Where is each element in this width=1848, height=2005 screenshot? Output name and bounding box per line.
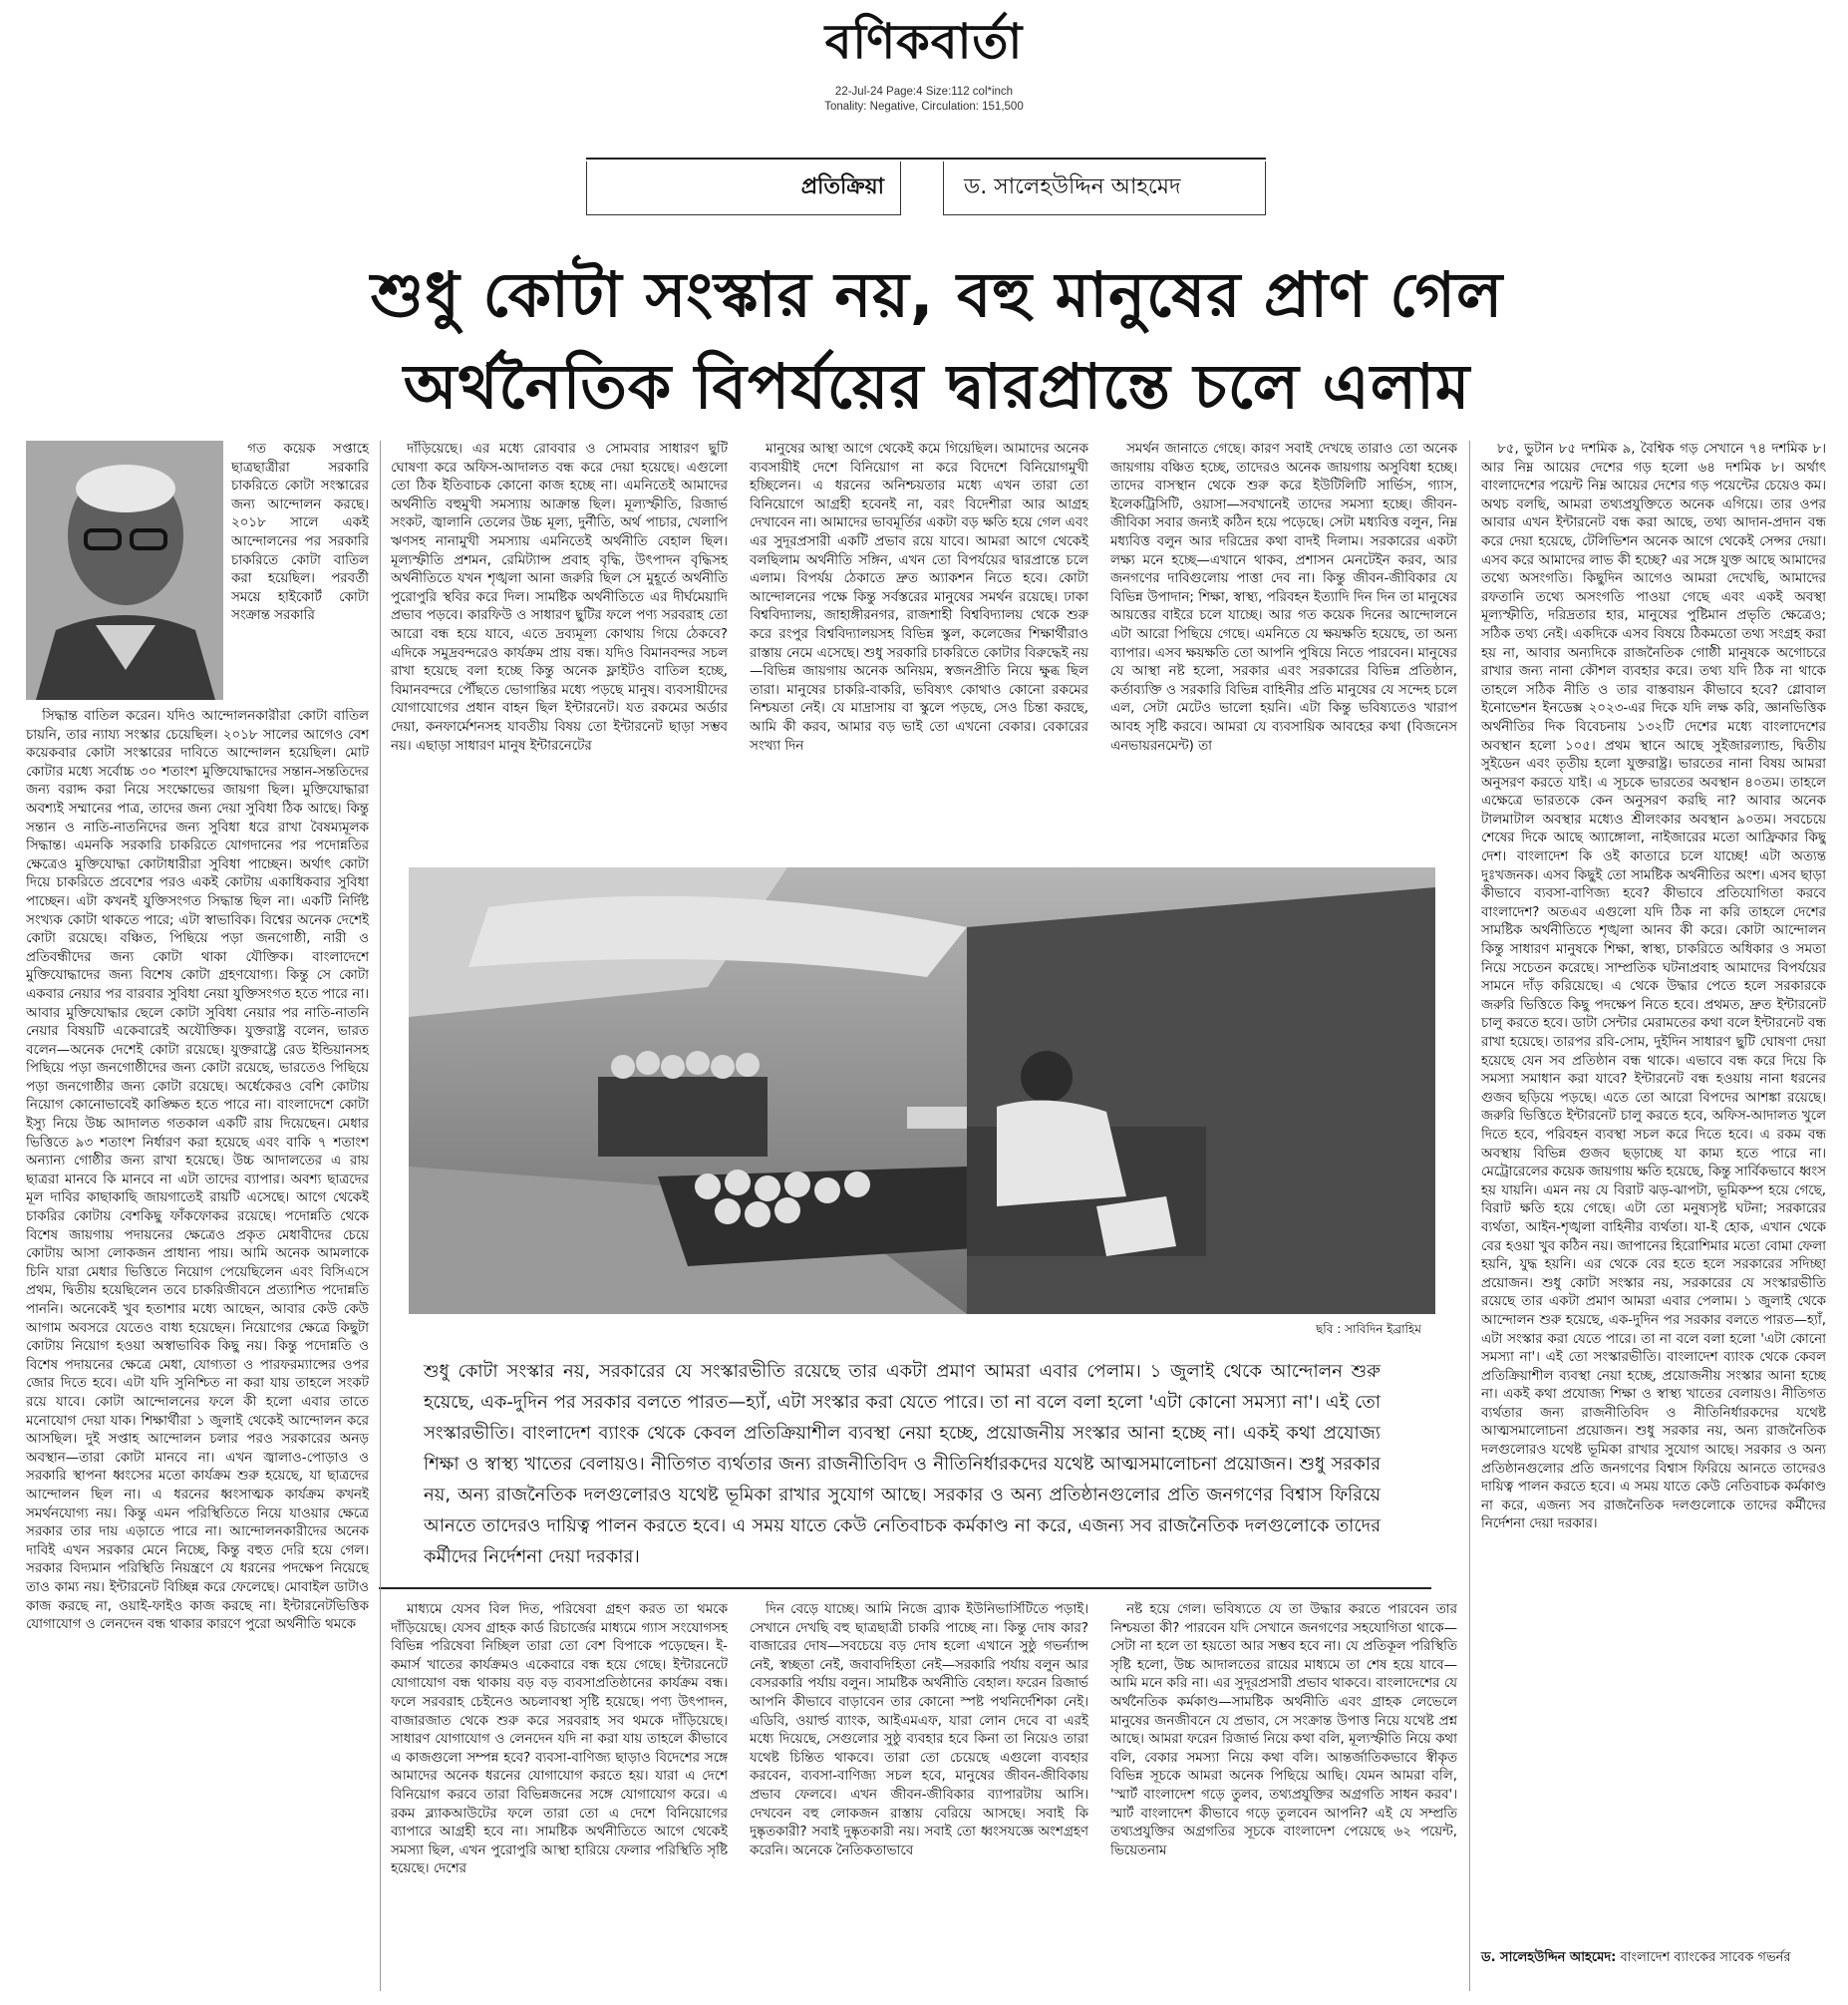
pull-quote-rule — [379, 1587, 1431, 1589]
author-bio — [1481, 1949, 1826, 1967]
column-1-intro — [231, 441, 369, 705]
pull-quote: শুধু কোটা সংস্কার নয়, সরকারের যে সংস্কারভীতি রয়েছে তার একটা প্রমাণ আমরা এবার পেলাম। ১ জুলাই থেকে আন্দোলন শুরু হয়েছে, এক-দুদিন পর সরকার বলতে পারত—হ্যাঁ, এটা সংস্কার করা যেতে পারে। তা না বলে বলা হলো 'এটা কোনো সমস্যা না'। এই তো সংস্কারভীতি। বাংলাদেশ ব্যাংক থেকে কেবল প্রতিক্রিয়াশীল ব্যবস্থা নেয়া হচ্ছে, প্রয়োজনীয় সংস্কার আনা হচ্ছে না। একই কথা প্রযোজ্য শিক্ষা ও স্বাস্থ্য খাতের বেলায়ও। নীতিগত ব্যর্থতার জন্য রাজনীতিবিদ ও নীতিনির্ধারকদের যথেষ্ট আত্মসমালোচনা প্রয়োজন। শুধু সরকার নয়, অন্য রাজনৈতিক দলগুলোরও যথেষ্ট ভূমিকা রাখার সুযোগ আছে। সরকার ও অন্য প্রতিষ্ঠানগুলোর প্রতি জনগণের বিশ্বাস ফিরিয়ে আনতে তাদেরও দায়িত্ব পালন করতে হবে। এ সময় যাতে কেউ নেতিবাচক কর্মকাণ্ড না করে, এজন্য সব রাজনৈতিক দলগুলোকে তাদের কর্মীদের নির্দেশনা দেয়া দরকার। — [424, 1361, 1381, 1567]
column-1-body — [26, 708, 369, 1989]
column-1-intro-text: গত কয়েক সপ্তাহে ছাত্রছাত্রীরা সরকারি চাকরিতে কোটা সংস্কারের জন্য আন্দোলন করছে। ২০১৮ সালে একই আন্দোলনের পর সরকারি চাকরিতে কোটা বাতিল করা হয়েছিল। পরবর্তী সময়ে হাইকোর্ট কোটা সংক্রান্ত সরকারি — [231, 442, 369, 624]
clipping-meta-line2: Tonality: Negative, Circulation: 151,500 — [824, 101, 1024, 113]
headline-line1: শুধু কোটা সংস্কার নয়, বহু মানুষের প্রাণ গেল — [370, 258, 1504, 331]
newspaper-logo: বণিকবার্তা — [824, 14, 1024, 70]
column-3-bottom — [750, 1601, 1088, 1995]
column-3-bottom-text: দিন বেড়ে যাচ্ছে। আমি নিজে ব্র্যাক ইউনিভার্সিটিতে পড়াই। সেখানে দেখছি বহু ছাত্রছাত্রী চাকরি পাচ্ছে না। কিন্তু দোষ কার? বাজারের দোষ—সবচেয়ে বড় দোষ হলো এখানে সুষ্ঠু গভর্ন্যান্স নেই, স্বচ্ছতা নেই, জবাবদিহিতা নেই—সরকারি পর্যায় বলুন আর বেসরকারি পর্যায় বলুন। সামষ্টিক অর্থনীতি বেহাল। ফরেন রিজার্ভ আপনি কীভাবে বাড়াবেন তার কোনো স্পষ্ট পথনির্দেশিকা নেই। এডিবি, ওয়ার্ল্ড ব্যাংক, আইএমএফ, যারা লোন দেবে বা এরই মধ্যে দিয়েছে, সেগুলোর সুষ্ঠু ব্যবহার হবে কিনা তা নিয়েও তারা যথেষ্ট চিন্তিত থাকবে। তারা তো চেয়েছে এগুলো ব্যবহার করবেন, ব্যবসা-বাণিজ্য সচল হবে, মানুষের জীবন-জীবিকায় প্রভাব ফেলবে। এখন জীবন-জীবিকার ব্যাপারটায় আসি। দেখবেন বহু লোকজন রাস্তায় বেরিয়ে আসছে। সবাই কি দুষ্কৃতকারী? সবাই দুষ্কৃতকারী নয়। সবাই তো ধ্বংসযজ্ঞে অংশগ্রহণ করেনি। অনেকে নৈতিকতাভাবে — [750, 1602, 1088, 1858]
column-1-body-text: সিদ্ধান্ত বাতিল করেন। যদিও আন্দোলনকারীরা কোটা বাতিল চায়নি, তার ন্যায্য সংস্কার চেয়েছিল। ২০১৮ সালের আগেও বেশ কয়েকবার কোটা সংস্কারের দাবিতে আন্দোলন হয়েছিল। মোট কোটার মধ্যে সর্বোচ্চ ৩০ শতাংশ মুক্তিযোদ্ধাদের সন্তান-সন্ততিদের জন্য বরাদ্দ করা নিয়ে সংক্ষোভের জায়গা ছিল। মুক্তিযোদ্ধারা অবশ্যই সম্মানের পাত্র, তাদের জন্য দেয়া সুবিধা ঠিক আছে। কিন্তু সন্তান ও নাতি-নাতনিদের জন্য সুবিধা ধরে রাখা বৈষম্যমূলক সিদ্ধান্ত। এমনকি সরকারি চাকরিতে যোগদানের পর পদোন্নতির ক্ষেত্রেও মুক্তিযোদ্ধা কোটাধারীরা সুবিধা পাচ্ছেন। অর্থাৎ কোটা দিয়ে চাকরিতে প্রবেশের পরও একই কোটায় একাধিকবার সুবিধা পাচ্ছেন। এটা কখনই যুক্তিসংগত সিদ্ধান্ত ছিল না। একটি নির্দিষ্ট সংখ্যক কোটা থাকতে পারে; এটা স্বাভাবিক। বিশ্বের অনেক দেশেই কোটা রয়েছে। বঞ্চিত, পিছিয়ে পড়া জনগোষ্ঠী, নারী ও প্রতিবন্ধীদের জন্য কোটা থাকা যৌক্তিক। বাংলাদেশে মুক্তিযোদ্ধাদের জন্য বিশেষ কোটা গ্রহণযোগ্য। কিন্তু সে কোটা একবার নেয়ার পর বারবার সুবিধা নেয়া যুক্তিসংগত হতে পারে না। আবার মুক্তিযোদ্ধার ছেলে কোটা সুবিধা নেয়ার পর নাতি-নাতনি নেয়ার বিষয়টি একেবারেই অযৌক্তিক। যুক্তরাষ্ট্র বলেন, ভারত বলেন—অনেক দেশেই কোটা রয়েছে। যুক্তরাষ্ট্রে রেড ইন্ডিয়ানসহ পিছিয়ে পড়া জনগোষ্ঠীদের জন্য কোটা রয়েছে, ভারতেও পিছিয়ে পড়া জনগোষ্ঠীর জন্য কোটা রয়েছে। অর্ধেকেরও বেশি কোটায় নিয়োগ কোনোভাবেই কাঙ্ক্ষিত হতে পারে না। বাংলাদেশে কোটা ইস্যু নিয়ে উচ্চ আদালত গতকাল একটি রায় দিয়েছেন। মেধার ভিত্তিতে ৯৩ শতাংশ নির্ধারণ করা হয়েছে এবং বাকি ৭ শতাংশ অন্যান্য গোষ্ঠীর জন্য রাখা হয়েছে। উচ্চ আদালতের এ রায় ছাত্ররা মানবে কি মানবে না এটা তাদের ব্যাপার। অবশ্য ছাত্রদের মূল দাবির কাছাকাছি জায়গাতেই রায়টি এসেছে। আগে থেকেই চাকরির কোটায় বেশকিছু ফাঁকফোকর রয়েছে। পদোন্নতি থেকে বিশেষ জায়গায় পদায়নের ক্ষেত্রেও প্রকৃত মেধাবীদের চেয়ে কোটায় আসা লোকজন প্রাধান্য পায়। আমি অনেক আমলাকে চিনি যারা মেধার ভিত্তিতে নিয়োগ পেয়েছিলেন এবং বিসিএসে প্রথম, দ্বিতীয় হয়েছিলেন তবে চাকরিজীবনে প্রত্যাশিত পদোন্নতি পাননি। অনেকেই খুব হতাশার মধ্যে আছেন, আবার কেউ কেউ আগাম অবসরে যেতেও বাধ্য হয়েছেন। নিয়োগের ক্ষেত্রে কিছুটা কোটায় নিয়োগ হওয়া অস্বাভাবিক কিছু নয়। কিন্তু পদোন্নতি ও বিশেষ পদায়নের ক্ষেত্রে মেধা, যোগ্যতা ও পারফরম্যান্সের ওপর জোর দিতে হবে। এটা যদি সুনিশ্চিত না করা যায় তাহলে সংকট রয়ে যাবে। কোটা আন্দোলনের ফলে কী হলো এবার তাতে মনোযোগ দেয়া যাক। শিক্ষার্থীরা ১ জুলাই থেকেই আন্দোলন করে আসছিল। দুই সপ্তাহ আন্দোলন চলার পরও সরকারের অনড় অবস্থান—তারা কোটা মানবে না। এখন জ্বালাও-পোড়াও ও সরকারি স্থাপনা ধ্বংসের মতো কার্যক্রম শুরু হয়েছে, যা ছাত্রদের আন্দোলন ছিল না। এ ধরনের ধ্বংসাত্মক কার্যক্রম কখনই সমর্থনযোগ্য নয়। কিন্তু এমন পরিস্থিতিতে নিয়ে যাওয়ার ক্ষেত্রে সরকার তার দায় এড়াতে পারে না। আন্দোলনকারীদের অনেক দাবিই এখন সরকার মেনে নিচ্ছে, কিন্তু বহুত দেরি হয়ে গেল। সরকার বিদ্যমান পরিস্থিতি নিয়ন্ত্রণে যে ধরনের পদক্ষেপ নিয়েছে তাও কাম্য নয়। ইন্টারনেট বিচ্ছিন্ন করে ফেলেছে। মোবাইল ডাটাও কাজ করছে না, ওয়াই-ফাইও কাজ করছে না। ইন্টারনেটভিত্তিক যোগাযোগ ও লেনদেন বন্ধ থাকার কারণে পুরো অর্থনীতি থমকে — [26, 709, 369, 1633]
column-rule — [380, 441, 381, 1991]
headline-line2: অর্থনৈতিক বিপর্যয়ের দ্বারপ্রান্তে চলে এলাম — [403, 350, 1471, 423]
column-2-top — [391, 441, 728, 849]
column-4-top-text: সমর্থন জানাতে গেছে। কারণ সবাই দেখছে তারাও তো অনেক জায়গায় বঞ্চিত হচ্ছে, তাদেরও অনেক জায়গায় অসুবিধা হচ্ছে। তাদের বাসস্থান থেকে শুরু করে ইউটিলিটি সার্ভিস, গ্যাস, ইলেকট্রিসিটি, ওয়াসা—সবখানেই তাদের সমস্যা হচ্ছে। জীবন-জীবিকা সবার জন্যই কঠিন হয়ে পড়েছে। সেটা মধ্যবিত্ত বলুন, নিম্ন মধ্যবিত্ত বলুন আর দরিদ্রের কথা বাদই দিলাম। সরকারের একটা লক্ষ্য মনে হচ্ছে—এখানে থাকব, প্রশাসন মেনটেইন করব, আর জনগণের দাবিগুলোয় পাত্তা দেব না। কিন্তু জীবন-জীবিকার যে বিভিন্ন উপাদান; শিক্ষা, স্বাস্থ্য, পরিবহন ইত্যাদি দিন দিন তা মানুষের আয়ত্তের বাইরে চলে যাচ্ছে। আর গত কয়েক দিনের আন্দোলনে এটা আরো পিছিয়ে গেছে। এমনিতে যে ক্ষয়ক্ষতি হয়েছে, তা অন্য ব্যাপার। এসব ক্ষয়ক্ষতি তো আপনি পুষিয়ে নিতে পারবেন। মানুষের যে আস্থা নষ্ট হলো, সরকার এবং সরকারের বিভিন্ন প্রতিষ্ঠান, কর্তাব্যক্তি ও সরকারি বিভিন্ন বাহিনীর প্রতি মানুষের যে সন্দেহ চলে এল, সেটা মেটেও ভালো হয়নি। এটা কিন্তু ভবিষ্যতেও খারাপ আবহ সৃষ্টি করবে। আমরা যে ব্যবসায়িক আবহের কথা (বিজনেস এনভায়রনমেন্ট) তা — [1110, 442, 1457, 754]
column-5-text: ৮৫, ভুটান ৮৫ দশমিক ৯, বৈশ্বিক গড় সেখানে ৭৪ দশমিক ৮। আর নিম্ন আয়ের দেশের গড় হলো ৬৪ দশমিক ৮। অর্থাৎ বাংলাদেশের পয়েন্ট নিম্ন আয়ের দেশের গড় পয়েন্টের চেয়েও কম। অথচ বলছি, আমরা তথ্যপ্রযুক্তিতে অনেক এগিয়ে। তার ওপর আবার এখন ইন্টারনেট বন্ধ করা আছে, তথ্য আদান-প্রদান বন্ধ করে দেয়া হয়েছে, টেলিভিশন অনেক আগে থেকেই সেন্সর দেয়া। এসব করে আমাদের লাভ কী হচ্ছে? এর সঙ্গে যুক্ত আছে আমাদের তথ্যে অসংগতি। কিছুদিন আগেও আমরা দেখেছি, আমাদের রফতানি তথ্যে অসংগতি পাওয়া গেছে এবং একই অবস্থা মূল্যস্ফীতি, দরিদ্রতার হার, মানুষের পুষ্টিমান প্রভৃতি ক্ষেত্রেও; সঠিক তথ্য নেই। একদিকে এসব বিষয়ে ঠিকমতো তথ্য সংগ্রহ করা হয় না, আবার অন্যদিকে রাজনৈতিক গোষ্ঠী মানুষকে অগোচরে রাখার জন্য নানা কৌশল ব্যবহার করে। তথ্য যদি ঠিক না থাকে তাহলে সঠিক নীতি ও তার বাস্তবায়ন কীভাবে হবে? গ্লোবাল ইনোভেশন ইনডেক্স ২০২৩-এর দিকে যদি লক্ষ করি, জ্ঞানভিত্তিক অর্থনীতির দিক বিবেচনায় ১৩২টি দেশের মধ্যে বাংলাদেশের অবস্থান হলো ১০৫। প্রথম স্থানে আছে সুইজারল্যান্ড, দ্বিতীয় সুইডেন এবং তৃতীয় হলো যুক্তরাষ্ট্র। ভারতের নানা বিষয় আমরা অনুসরণ করতে যাই। এ সূচকে ভারতের অবস্থান ৪০তম। তাহলে এক্ষেত্রে ভারতকে কেন অনুসরণ করছি না? আবার অনেক টালমাটাল অবস্থার মধ্যেও শ্রীলংকার অবস্থান ৯০তম। সবচেয়ে শেষের দিকে আছে অ্যাঙ্গোলা, নাইজারের মতো আফ্রিকার কিছু দেশ। বাংলাদেশ কি ওই কাতারে চলে যাচ্ছে! এটা অত্যন্ত দুঃখজনক। এসব কিছুই তো সামষ্টিক অর্থনীতির অংশ। এসব ছাড়া কীভাবে ব্যবসা-বাণিজ্য হবে? কীভাবে প্রতিযোগিতা করবে বাংলাদেশ? অতএব এগুলো যদি ঠিক না করি তাহলে দেশের সামষ্টিক অর্থনীতিতে শৃঙ্খলা আনব কী করে। কোটা আন্দোলন কিন্তু সাধারণ মানুষকে শিক্ষা, স্বাস্থ্য, চাকরিতে অধিকার ও সমতা নিয়ে সচেতন করেছে। সাম্প্রতিক ঘটনাপ্রবাহ আমাদের বিপর্যয়ের সামনে দাঁড় করিয়েছে। এ থেকে উদ্ধার পেতে হলে সরকারকে জরুরি ভিত্তিতে কিছু পদক্ষেপ নিতে হবে। প্রথমত, দ্রুত ইন্টারনেট চালু করতে হবে। ডাটা সেন্টার মেরামতের কথা বলে ইন্টারনেট বন্ধ রাখা হয়েছে। তারপর রবি-সোম, দুইদিন সাধারণ ছুটি ঘোষণা দেয়া হয়েছে যেন সব প্রতিষ্ঠান বন্ধ থাকে। এভাবে বন্ধ করে দিয়ে কি সমস্যা সমাধান করা যাবে? ইন্টারনেট বন্ধ হওয়ায় নানা ধরনের গুজব ছড়িয়ে পড়ছে। এতে তো আরো বিপদের আশঙ্কা রয়েছে। জরুরি ভিত্তিতে ইন্টারনেট চালু করতে হবে, অফিস-আদালত খুলে দিতে হবে, পরিবহন ব্যবস্থা সচল করে দিতে হবে। এ রকম বন্ধ অবস্থায় বিভিন্ন গুজব ছড়াচ্ছে যা কাম্য হতে পারে না। মেট্রোরেলের কয়েক জায়গায় ক্ষতি হয়েছে, কিন্তু সার্বিকভাবে ধ্বংস হয় যায়নি। এমন নয় যে বিরাট ঝড়-ঝাপটা, ভূমিকম্প হয়ে গেছে, বিরাট ক্ষতি হয়ে গেছে। এটা তো মনুষ্যসৃষ্ট ঘটনা; সরকারের ব্যর্থতা, আইন-শৃঙ্খলা বাহিনীর ব্যর্থতা। যা-ই হোক, এখান থেকে বের হওয়া খুব কঠিন নয়। জাপানের হিরোশিমার মতো বোমা ফেলা হয়নি, যুদ্ধ হয়নি। এর থেকে বের হতে হলে সরকারের সদিচ্ছা প্রয়োজন। শুধু কোটা সংস্কার নয়, সরকারের যে সংস্কারভীতি রয়েছে তার একটা প্রমাণ আমরা এবার পেলাম। ১ জুলাই থেকে আন্দোলন শুরু হয়েছে, এক-দুদিন পর সরকার বলতে পারত—হ্যাঁ, এটা সংস্কার করা যেতে পারে। তা না বলে বলা হলো 'এটা কোনো সমস্যা না'। এই তো সংস্কারভীতি। বাংলাদেশ ব্যাংক থেকে কেবল প্রতিক্রিয়াশীল ব্যবস্থা নেয়া হচ্ছে, প্রয়োজনীয় সংস্কার আনা হচ্ছে না। একই কথা প্রযোজ্য শিক্ষা ও স্বাস্থ্য খাতের বেলায়ও। নীতিগত ব্যর্থতার জন্য রাজনীতিবিদ ও নীতিনির্ধারকদের যথেষ্ট আত্মসমালোচনা প্রয়োজন। শুধু সরকার নয়, অন্য রাজনৈতিক দলগুলোরও যথেষ্ট ভূমিকা রাখার সুযোগ আছে। সরকার ও অন্য প্রতিষ্ঠানগুলোর প্রতি জনগণের বিশ্বাস ফিরিয়ে আনতে তাদেরও দায়িত্ব পালন করতে হবে। এ সময় যাতে কেউ নেতিবাচক কর্মকাণ্ড না করে, এজন্য সব রাজনৈতিক দলগুলোকে তাদের কর্মীদের নির্দেশনা দেয়া দরকার। — [1481, 442, 1826, 1532]
column-3-top — [750, 441, 1088, 849]
column-2-bottom-text: মাধ্যমে যেসব বিল দিত, পরিষেবা গ্রহণ করত তা থমকে দাঁড়িয়েছে। যেসব গ্রাহক কার্ড রিচার্জের মাধ্যমে গ্যাস সংযোগসহ বিভিন্ন পরিষেবা নিচ্ছিল তারা তো বেশ বিপাকে পড়েছেন। ই-কমার্স খাতের কার্যক্রমও একেবারে বন্ধ হয়ে গেছে। ইন্টারনেটে যোগাযোগ বন্ধ থাকায় বড় বড় ব্যবসাপ্রতিষ্ঠানের কার্যক্রম বন্ধ। ফলে সরবরাহ চেইনেও অচলাবস্থা সৃষ্টি হয়েছে। পণ্য উৎপাদন, বাজারজাত থেকে শুরু করে সরবরাহ সব থমকে দাঁড়িয়েছে। সাধারণ যোগাযোগ ও লেনদেন যদি না করা যায় তাহলে কীভাবে এ কাজগুলো সম্পন্ন হবে? ব্যবসা-বাণিজ্য ছাড়াও বিদেশের সঙ্গে আমাদের অনেক ধরনের যোগাযোগ করতে হয়। যারা এ দেশে বিনিয়োগ করবে তারা বিভিন্নজনের সঙ্গে যোগাযোগ করে। এ রকম ব্ল্যাকআউটের ফলে তারা তো এ দেশে বিনিয়োগের ব্যাপারে আগ্রহী হবে না। সামষ্টিক অর্থনীতিতে আগে থেকেই সমস্যা ছিল, এখন পুরোপুরি আস্থা হারিয়ে ফেলার পরিস্থিতি সৃষ্টি হয়েছে। দেশের — [391, 1602, 728, 1877]
author-bio-text: বাংলাদেশ ব্যাংকের সাবেক গভর্নর — [1620, 1950, 1791, 1965]
column-3-top-text: মানুষের আস্থা আগে থেকেই কমে গিয়েছিল। আমাদের অনেক ব্যবসায়ীই দেশে বিনিয়োগ না করে বিদেশে বিনিয়োগমুখী হচ্ছিলেন। এ ধরনের অনিশ্চয়তার মধ্যে এখন তারা তো বিনিয়োগে আগ্রহী হবেনই না, বরং বিদেশীরা আর আগ্রহ দেখাবেন না। আমাদের ভাবমূর্তির একটা বড় ক্ষতি হয়ে গেল এবং এর সুদূরপ্রসারী একটি প্রভাব রয়ে যাবে। আমরা আগে থেকেই বলছিলাম অর্থনীতি সঙ্গিন, এখন তো বিপর্যয়ের দ্বারপ্রান্তে চলে এলাম। বিপর্যয় ঠেকাতে দ্রুত অ্যাকশন নিতে হবে। কোটা আন্দোলনের পক্ষে কিন্তু সর্বস্তরের মানুষের সমর্থন রয়েছে। ঢাকা বিশ্ববিদ্যালয়, জাহাঙ্গীরনগর, রাজশাহী বিশ্ববিদ্যালয় থেকে শুরু করে রংপুর বিশ্ববিদ্যালয়সহ বিভিন্ন স্কুল, কলেজের শিক্ষার্থীরাও রাস্তায় নেমে এসেছে। শুধু সরকারি চাকরিতে কোটার বিরুদ্ধেই নয়—বিভিন্ন জায়গায় অনেক অনিয়ম, স্বজনপ্রীতি নিয়ে ক্ষুব্ধ ছিল তারা। মানুষের চাকরি-বাকরি, ভবিষ্যৎ কোথাও কোনো রকমের নিশ্চয়তা নেই। যে মাদ্রাসায় বা স্কুলে পড়ছে, সেও চিন্তা করছে, আমি কী করব, আমার বড় ভাই তো এখনো বেকার। বেকারের সংখ্যা দিন — [750, 442, 1088, 754]
clipping-meta-line1: 22-Jul-24 Page:4 Size:112 col*inch — [834, 86, 1014, 98]
masthead — [0, 6, 1848, 115]
column-2-bottom — [391, 1601, 728, 1995]
street-vendor-photo — [409, 867, 1435, 1314]
column-4-bottom — [1110, 1601, 1457, 1995]
photo-caption: ছবি : সাবিদিন ইব্রাহিম — [1316, 1322, 1421, 1336]
column-4-top — [1110, 441, 1457, 849]
section-label: প্রতিক্রিয়া — [586, 162, 901, 215]
column-rule — [1469, 441, 1470, 1991]
author-photo — [26, 441, 223, 700]
kicker-rule — [586, 158, 1266, 160]
column-2-top-text: দাঁড়িয়েছে। এর মধ্যে রোববার ও সোমবার সাধারণ ছুটি ঘোষণা করে অফিস-আদালত বন্ধ করে দেয়া হয়েছে। এগুলো তো ঠিক ইতিবাচক কোনো কাজ হচ্ছে না। এমনিতেই আমাদের অর্থনীতি বহুমুখী সমস্যায় আক্রান্ত ছিল। মূল্যস্ফীতি, রিজার্ভ সংকট, জ্বালানি তেলের উচ্চ মূল্য, দুর্নীতি, অর্থ পাচার, খেলাপি ঋণসহ নানামুখী সমস্যায় এমনিতেই অর্থনীতি বেহাল ছিল। মূল্যস্ফীতি প্রশমন, রেমিট্যান্স প্রবাহ বৃদ্ধি, উৎপাদন বৃদ্ধিসহ অর্থনীতিতে যখন শৃঙ্খলা আনা জরুরি ছিল সে মুহূর্তে অর্থনীতি পুরোপুরি স্থবির করে দিল। সামষ্টিক অর্থনীতিতে এর দীর্ঘমেয়াদি প্রভাব পড়বে। কারফিউ ও সাধারণ ছুটির ফলে পণ্য সরবরাহ তো আরো বন্ধ হয়ে যাবে, এতে দ্রব্যমূল্য কোথায় গিয়ে ঠেকবে? এদিকে সমুদ্রবন্দরেও কার্যক্রম প্রায় বন্ধ। যদিও বিমানবন্দর সচল রাখা হয়েছে বলা হচ্ছে কিন্তু অনেক ফ্লাইটও বাতিল হচ্ছে, বিমানবন্দরে পৌঁছতে ভোগান্তির মধ্যে পড়ছে মানুষ। ব্যবসায়ীদের যোগাযোগের প্রধান বাহন ছিল ইন্টারনেট। যত রকমের অর্ডার দেয়া, কনফার্মেশনসহ যাবতীয় বিষয় তো ইন্টারনেট ছাড়া সম্ভব নয়। এছাড়া সাধারণ মানুষ ইন্টারনেটের — [391, 442, 728, 754]
headline — [239, 249, 1635, 433]
author-bio-name: ড. সালেহউদ্দিন আহমেদ: — [1481, 1950, 1617, 1965]
column-5 — [1481, 441, 1826, 1941]
author-byline: ড. সালেহউদ্দিন আহমেদ — [943, 162, 1266, 215]
column-4-bottom-text: নষ্ট হয়ে গেল। ভবিষ্যতে যে তা উদ্ধার করতে পারবেন তার নিশ্চয়তা কী? পারবেন যদি সেখানে জনগণের সহযোগিতা থাকে—সেটা না হলে তা হয়তো আর সম্ভব হবে না। যে প্রতিকূল পরিস্থিতি সৃষ্টি হলো, উচ্চ আদালতের রায়ের মাধ্যমে তা শেষ হয়ে যাবে—আমি মনে করি না। এর সুদূরপ্রসারী প্রভাব থাকবে। বাংলাদেশের যে অর্থনৈতিক কর্মকাণ্ড—সামষ্টিক অর্থনীতি এবং গ্রাহক লেভেলে মানুষের জনজীবনে যে প্রভাব, সে সংক্রান্ত উপাত্ত নিয়ে যথেষ্ট প্রশ্ন আছে। আমরা ফরেন রিজার্ভ নিয়ে কথা বলি, মূল্যস্ফীতি নিয়ে কথা বলি, বেকার সমস্যা নিয়ে কথা বলি। আন্তর্জাতিকভাবে স্বীকৃত বিভিন্ন সূচকে আমরা অনেক পিছিয়ে আছি। যেমন আমরা বলি, 'স্মার্ট বাংলাদেশ গড়ে তুলব, তথ্যপ্রযুক্তির অগ্রগতি সাধন করব'। স্মার্ট বাংলাদেশ কীভাবে গড়ে তুলবেন আপনি? এই যে সম্প্রতি তথ্যপ্রযুক্তির অগ্রগতির সূচকে বাংলাদেশ পেয়েছে ৬২ পয়েন্ট, ভিয়েতনাম — [1110, 1602, 1457, 1858]
